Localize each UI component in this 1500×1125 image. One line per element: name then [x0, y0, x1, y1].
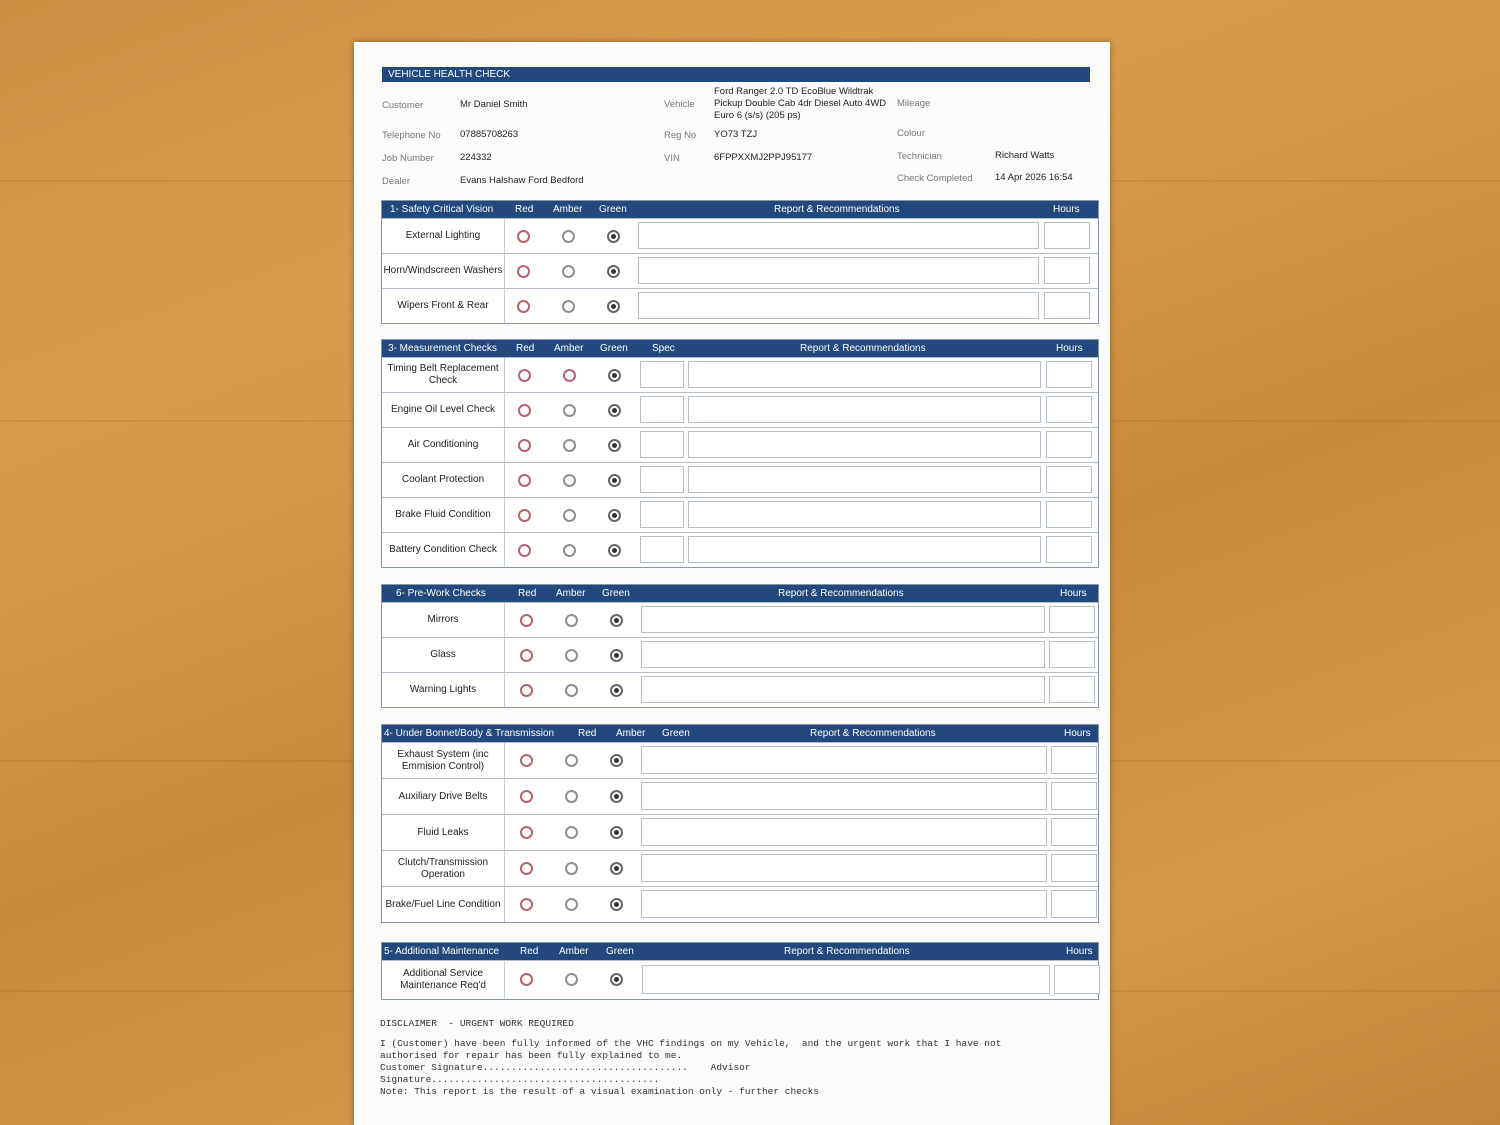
check-label: Engine Oil Level Check: [382, 393, 505, 427]
amber-radio[interactable]: [563, 509, 576, 522]
green-radio[interactable]: [610, 754, 623, 767]
check-row: [382, 637, 1098, 672]
red-radio[interactable]: [520, 898, 533, 911]
vin-label: VIN: [664, 153, 680, 164]
red-radio[interactable]: [520, 684, 533, 697]
col-amber: Amber: [616, 728, 646, 739]
spec-field[interactable]: [640, 431, 684, 458]
spec-field[interactable]: [640, 536, 684, 563]
report-field[interactable]: [641, 746, 1047, 774]
check-label: Battery Condition Check: [382, 533, 505, 567]
check-row: [382, 253, 1098, 288]
dealer-label: Dealer: [382, 176, 410, 187]
amber-radio[interactable]: [565, 790, 578, 803]
check-row: [382, 886, 1098, 922]
col-red: Red: [518, 588, 537, 599]
section-measurement-checks: [381, 339, 1099, 568]
check-row: [382, 218, 1098, 253]
disclaimer-heading: DISCLAIMER - URGENT WORK REQUIRED: [380, 1018, 574, 1029]
hours-field[interactable]: [1044, 257, 1090, 284]
green-radio[interactable]: [610, 649, 623, 662]
amber-radio[interactable]: [565, 684, 578, 697]
green-radio[interactable]: [610, 684, 623, 697]
section-title: 6- Pre-Work Checks: [396, 588, 486, 599]
red-radio[interactable]: [520, 754, 533, 767]
vehicle-label: Vehicle: [664, 99, 695, 110]
red-radio[interactable]: [520, 862, 533, 875]
report-field[interactable]: [642, 965, 1050, 994]
hours-field[interactable]: [1046, 536, 1092, 563]
amber-radio[interactable]: [562, 230, 575, 243]
col-report: Report & Recommendations: [810, 728, 936, 739]
technician-value: Richard Watts: [995, 150, 1055, 161]
section-title: 5- Additional Maintenance: [384, 946, 500, 957]
check-row: [382, 427, 1098, 462]
red-radio[interactable]: [518, 474, 531, 487]
hours-field[interactable]: [1044, 292, 1090, 319]
check-row: [382, 672, 1098, 707]
report-field[interactable]: [641, 818, 1047, 846]
col-green: Green: [606, 946, 634, 957]
section-header: [382, 943, 1098, 960]
hours-field[interactable]: [1049, 606, 1095, 633]
red-radio[interactable]: [518, 404, 531, 417]
red-radio[interactable]: [517, 300, 530, 313]
col-report: Report & Recommendations: [778, 588, 904, 599]
report-field[interactable]: [688, 501, 1041, 528]
green-radio[interactable]: [610, 614, 623, 627]
check-label: Brake/Fuel Line Condition: [382, 887, 505, 922]
section-header: [382, 585, 1098, 602]
amber-radio[interactable]: [565, 614, 578, 627]
col-red: Red: [578, 728, 597, 739]
check-label: Mirrors: [382, 603, 505, 637]
amber-radio[interactable]: [563, 544, 576, 557]
customer-value: Mr Daniel Smith: [460, 99, 528, 110]
col-green: Green: [600, 343, 628, 354]
check-label: Wipers Front & Rear: [382, 289, 505, 323]
check-label: Horn/Windscreen Washers: [382, 254, 505, 288]
hours-field[interactable]: [1051, 890, 1097, 918]
vehicle-line-3: Euro 6 (s/s) (205 ps): [714, 110, 801, 121]
amber-radio[interactable]: [562, 300, 575, 313]
col-red: Red: [516, 343, 535, 354]
green-radio[interactable]: [610, 826, 623, 839]
check-label: Brake Fluid Condition: [382, 498, 505, 532]
green-radio[interactable]: [608, 474, 621, 487]
report-field[interactable]: [641, 854, 1047, 882]
disclaimer-line: authorised for repair has been fully explained to me.: [380, 1050, 683, 1061]
hours-field[interactable]: [1046, 396, 1092, 423]
red-radio[interactable]: [520, 826, 533, 839]
spec-field[interactable]: [640, 466, 684, 493]
red-radio[interactable]: [520, 973, 533, 986]
check-row: [382, 357, 1098, 392]
hours-field[interactable]: [1046, 361, 1092, 388]
check-row: [382, 814, 1098, 850]
amber-radio[interactable]: [563, 404, 576, 417]
green-radio[interactable]: [610, 898, 623, 911]
col-report: Report & Recommendations: [784, 946, 910, 957]
section-header: [382, 201, 1098, 218]
check-row: [382, 742, 1098, 778]
section-header: [382, 340, 1098, 357]
col-green: Green: [662, 728, 690, 739]
check-row: [382, 497, 1098, 532]
report-field[interactable]: [641, 606, 1045, 633]
check-row: [382, 960, 1098, 999]
hours-field[interactable]: [1046, 431, 1092, 458]
red-radio[interactable]: [520, 790, 533, 803]
hours-field[interactable]: [1051, 746, 1097, 774]
customer-label: Customer: [382, 100, 424, 111]
report-field[interactable]: [641, 641, 1045, 668]
vehicle-line-2: Pickup Double Cab 4dr Diesel Auto 4WD: [714, 98, 887, 109]
green-radio[interactable]: [610, 973, 623, 986]
hours-field[interactable]: [1051, 818, 1097, 846]
spec-field[interactable]: [640, 396, 684, 423]
amber-radio[interactable]: [565, 973, 578, 986]
dealer-value: Evans Halshaw Ford Bedford: [460, 175, 584, 186]
job-number-label: Job Number: [382, 153, 434, 164]
report-field[interactable]: [641, 782, 1047, 810]
col-amber: Amber: [554, 343, 584, 354]
report-field[interactable]: [688, 536, 1041, 563]
document-title: VEHICLE HEALTH CHECK: [382, 67, 1090, 82]
disclaimer-line: I (Customer) have been fully informed of the VHC findings on my Vehicle, and the urgent work that I have not: [380, 1038, 1002, 1049]
green-radio[interactable]: [607, 300, 620, 313]
green-radio[interactable]: [608, 544, 621, 557]
green-radio[interactable]: [607, 230, 620, 243]
check-row: [382, 602, 1098, 637]
job-number-value: 224332: [460, 152, 492, 163]
red-radio[interactable]: [518, 369, 531, 382]
section-additional-maintenance: [381, 942, 1099, 1000]
col-hours: Hours: [1060, 588, 1087, 599]
hours-field[interactable]: [1054, 965, 1100, 994]
reg-value: YO73 TZJ: [714, 129, 758, 140]
col-amber: Amber: [556, 588, 586, 599]
check-label: Fluid Leaks: [382, 815, 505, 850]
vhc-document: [354, 42, 1110, 1125]
red-radio[interactable]: [518, 439, 531, 452]
check-label: Air Conditioning: [382, 428, 505, 462]
check-label: External Lighting: [382, 219, 505, 253]
colour-label: Colour: [897, 128, 925, 139]
check-row: [382, 850, 1098, 886]
col-report: Report & Recommendations: [800, 343, 926, 354]
report-field[interactable]: [638, 257, 1039, 284]
check-label: Additional Service Maintenance Req'd: [382, 961, 505, 999]
disclaimer-note: Note: This report is the result of a visual examination only - further checks: [380, 1086, 819, 1097]
check-completed-label: Check Completed: [897, 173, 973, 184]
col-hours: Hours: [1056, 343, 1083, 354]
check-label: Glass: [382, 638, 505, 672]
telephone-label: Telephone No: [382, 130, 441, 141]
check-row: [382, 462, 1098, 497]
amber-radio[interactable]: [565, 898, 578, 911]
col-hours: Hours: [1053, 204, 1080, 215]
amber-radio[interactable]: [565, 649, 578, 662]
check-label: Clutch/Transmission Operation: [382, 851, 505, 886]
hours-field[interactable]: [1049, 676, 1095, 703]
section-title: 1- Safety Critical Vision: [390, 204, 494, 215]
check-completed-value: 14 Apr 2026 16:54: [995, 172, 1073, 183]
green-radio[interactable]: [610, 790, 623, 803]
section-header: [382, 725, 1098, 742]
col-report: Report & Recommendations: [774, 204, 900, 215]
check-row: [382, 778, 1098, 814]
amber-radio[interactable]: [565, 862, 578, 875]
green-radio[interactable]: [608, 404, 621, 417]
red-radio[interactable]: [517, 230, 530, 243]
vin-value: 6FPPXXMJ2PPJ95177: [714, 152, 813, 163]
report-field[interactable]: [688, 466, 1041, 493]
report-field[interactable]: [688, 396, 1041, 423]
spec-field[interactable]: [640, 361, 684, 388]
check-label: Timing Belt Replacement Check: [382, 358, 505, 392]
hours-field[interactable]: [1044, 222, 1090, 249]
report-field[interactable]: [641, 676, 1045, 703]
col-red: Red: [520, 946, 539, 957]
section-title: 3- Measurement Checks: [388, 343, 497, 354]
col-hours: Hours: [1066, 946, 1093, 957]
spec-field[interactable]: [640, 501, 684, 528]
col-green: Green: [599, 204, 627, 215]
green-radio[interactable]: [608, 369, 621, 382]
mileage-label: Mileage: [897, 98, 931, 109]
hours-field[interactable]: [1051, 854, 1097, 882]
report-field[interactable]: [688, 361, 1041, 388]
red-radio[interactable]: [520, 649, 533, 662]
report-field[interactable]: [638, 292, 1039, 319]
hours-field[interactable]: [1049, 641, 1095, 668]
red-radio[interactable]: [517, 265, 530, 278]
hours-field[interactable]: [1046, 501, 1092, 528]
telephone-value: 07885708263: [460, 129, 519, 140]
signature-line: Signature........................................: [380, 1074, 660, 1085]
signature-line: Customer Signature.................................... Advisor: [380, 1062, 751, 1073]
green-radio[interactable]: [607, 265, 620, 278]
red-radio[interactable]: [518, 544, 531, 557]
section-safety-critical: [381, 200, 1099, 324]
red-radio[interactable]: [518, 509, 531, 522]
red-radio[interactable]: [520, 614, 533, 627]
col-amber: Amber: [559, 946, 589, 957]
amber-radio[interactable]: [563, 369, 576, 382]
section-title: 4- Under Bonnet/Body & Transmission: [384, 728, 555, 739]
col-green: Green: [602, 588, 630, 599]
vehicle-line-1: Ford Ranger 2.0 TD EcoBlue Wildtrak: [714, 86, 874, 97]
col-red: Red: [515, 204, 534, 215]
check-label: Warning Lights: [382, 673, 505, 707]
check-row: [382, 532, 1098, 567]
amber-radio[interactable]: [565, 826, 578, 839]
green-radio[interactable]: [608, 439, 621, 452]
amber-radio[interactable]: [563, 439, 576, 452]
report-field[interactable]: [641, 890, 1047, 918]
green-radio[interactable]: [610, 862, 623, 875]
green-radio[interactable]: [608, 509, 621, 522]
amber-radio[interactable]: [563, 474, 576, 487]
col-spec: Spec: [652, 343, 675, 354]
check-label: Auxiliary Drive Belts: [382, 779, 505, 814]
amber-radio[interactable]: [562, 265, 575, 278]
col-hours: Hours: [1064, 728, 1091, 739]
hours-field[interactable]: [1046, 466, 1092, 493]
section-pre-work-checks: [381, 584, 1099, 708]
technician-label: Technician: [897, 151, 942, 162]
report-field[interactable]: [638, 222, 1039, 249]
amber-radio[interactable]: [565, 754, 578, 767]
section-under-bonnet: [381, 724, 1099, 923]
report-field[interactable]: [688, 431, 1041, 458]
check-label: Coolant Protection: [382, 463, 505, 497]
reg-label: Reg No: [664, 130, 697, 141]
col-amber: Amber: [553, 204, 583, 215]
check-row: [382, 392, 1098, 427]
hours-field[interactable]: [1051, 782, 1097, 810]
check-row: [382, 288, 1098, 323]
check-label: Exhaust System (inc Emmision Control): [382, 743, 505, 778]
